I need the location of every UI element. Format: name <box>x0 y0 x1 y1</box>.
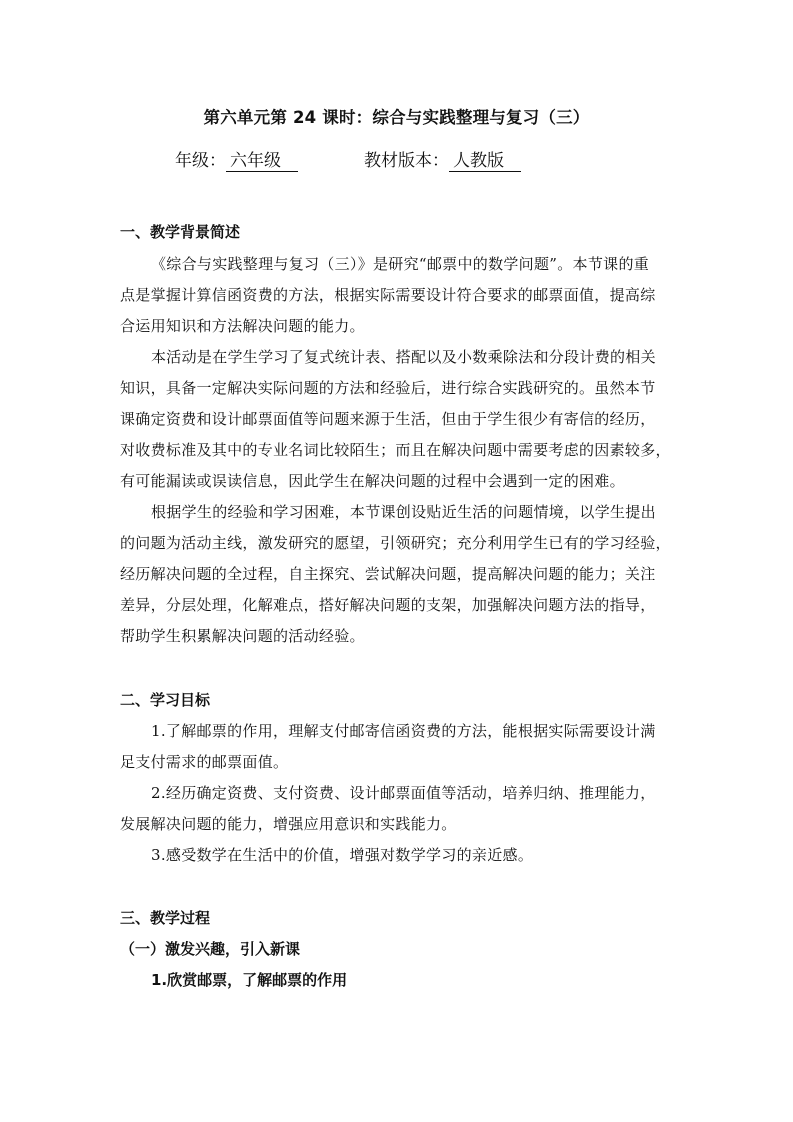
paragraph-line: 本活动是在学生学习了复式统计表、搭配以及小数乘除法和分段计费的相关 <box>151 348 656 366</box>
paragraph-line: 差异，分层处理，化解难点，搭好解决问题的支架，加强解决问题方法的指导， <box>120 596 656 614</box>
subsection-heading: （一）激发兴趣，引入新课 <box>120 940 301 958</box>
subsubsection-heading: 1.欣赏邮票，了解邮票的作用 <box>151 971 348 989</box>
paragraph-line: 经历解决问题的全过程，自主探究、尝试解决问题，提高解决问题的能力；关注 <box>120 565 656 583</box>
section-heading-objectives: 二、学习目标 <box>120 691 211 709</box>
paragraph-line: 帮助学生积累解决问题的活动经验。 <box>120 627 365 645</box>
paragraph-line: 对收费标准及其中的专业名词比较陌生；而且在解决问题中需要考虑的因素较多， <box>120 441 671 459</box>
paragraph-line: 的问题为活动主线，激发研究的愿望，引领研究；充分利用学生已有的学习经验， <box>120 534 671 552</box>
paragraph-line: 3.感受数学在生活中的价值，增强对数学学习的亲近感。 <box>151 846 534 864</box>
paragraph-line: 知识，具备一定解决实际问题的方法和经验后，进行综合实践研究的。虽然本节 <box>120 379 656 397</box>
paragraph-line: 课确定资费和设计邮票面值等问题来源于生活，但由于学生很少有寄信的经历， <box>120 410 656 428</box>
paragraph-line: 1.了解邮票的作用，理解支付邮寄信函资费的方法，能根据实际需要设计满 <box>151 722 656 740</box>
edition-field <box>364 146 521 172</box>
paragraph-line: 2.经历确定资费、支付资费、设计邮票面值等活动，培养归纳、推理能力， <box>151 784 656 802</box>
paragraph-line: 点是掌握计算信函资费的方法，根据实际需要设计符合要求的邮票面值，提高综 <box>120 286 656 304</box>
section-heading-process: 三、教学过程 <box>120 909 211 927</box>
paragraph-line: 根据学生的经验和学习困难，本节课创设贴近生活的问题情境，以学生提出 <box>151 503 656 521</box>
grade-field <box>175 146 298 172</box>
paragraph-line: 合运用知识和方法解决问题的能力。 <box>120 317 365 335</box>
paragraph-line: 《综合与实践整理与复习（三）》是研究“邮票中的数学问题”。本节课的重 <box>151 255 650 273</box>
paragraph-line: 发展解决问题的能力，增强应用意识和实践能力。 <box>120 815 457 833</box>
section-heading-background: 一、教学背景简述 <box>120 223 241 241</box>
grade-label: 年级： <box>175 151 226 171</box>
edition-label: 教材版本： <box>364 151 449 171</box>
paragraph-line: 有可能漏读或误读信息，因此学生在解决问题的过程中会遇到一定的困难。 <box>120 472 625 490</box>
document-title: 第六单元第 24 课时：综合与实践整理与复习（三） <box>203 108 590 127</box>
grade-value: 六年级 <box>226 151 298 172</box>
paragraph-line: 足支付需求的邮票面值。 <box>120 753 289 771</box>
edition-value: 人教版 <box>449 151 521 172</box>
